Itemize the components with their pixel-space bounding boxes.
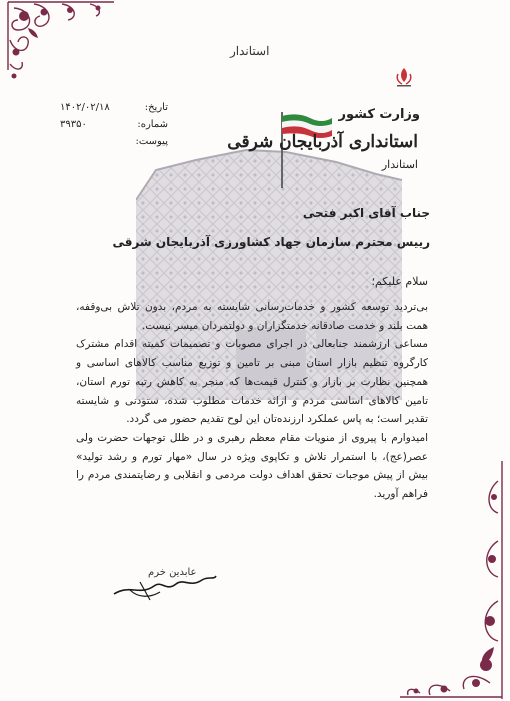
ministry-title: وزارت کشور (338, 107, 420, 122)
signature (110, 566, 220, 602)
number-value: ۳۹۳۵۰ (60, 119, 87, 130)
classification-mark: استاندار (230, 44, 270, 58)
greeting: سلام علیکم؛ (371, 275, 428, 288)
number-row (60, 119, 168, 136)
office-title: استاندار (381, 158, 418, 171)
letter-body (76, 298, 428, 504)
date-label: تاریخ: (144, 102, 168, 113)
emblem-icon (394, 66, 414, 88)
body-paragraph: بی‌تردید توسعه کشور و خدمات‌رسانی شایسته به مردم، بدون تلاش بی‌وقفه، همت بلند و خدمت صادقانه خدمتگزاران و دولتمردان میسر نیست. (76, 301, 428, 332)
recipient-title: رییس محترم سازمان جهاد کشاورزی آذربایجان شرقی (112, 235, 430, 249)
date-value: ۱۴۰۲/۰۲/۱۸ (60, 102, 110, 113)
recipient-name: جناب آقای اکبر فتحی (302, 206, 430, 220)
number-label: شماره: (137, 119, 168, 130)
province-office-title: استانداری آذربایجان شرقی (227, 132, 418, 152)
attachment-label: پیوست: (135, 136, 168, 147)
letter-meta (60, 102, 168, 153)
body-paragraph: امیدوارم با پیروی از منویات مقام معظم رهبری و در ظلل توجهات حضرت ولی عصر(عج)، با استمرار تلاش و تکاپوی ویژه در سال «مهار تورم و رشد تولید» بیش از پیش موجبات تحقق اهداف دولت مردمی و انقلابی و رضایتمندی مردم را فراهم آورید. (76, 431, 428, 501)
attachment-row (60, 136, 168, 153)
ornament-top-left (4, 0, 124, 90)
signer-name: عابدین خرم (148, 567, 197, 578)
date-row (60, 102, 168, 119)
body-paragraph: مساعی ارزشمند جنابعالی در اجرای مصوبات و تصمیمات کمیته اقدام مشترک کارگروه تنظیم بازار استان مبنی بر تامین و توزیع مناسب کالاهای اساسی و همچنین نظارت بر بازار و کنترل قیمت‌ها که منجر به کاهش رتبه تورم استان، تامین کالاهای اساسی مردم و ارائه خدمات مطلوب شده، ستودنی و شایسته تقدیر است؛ به پاس عملکرد ارزنده‌تان این لوح تقدیم حضور می گردد. (76, 338, 428, 426)
